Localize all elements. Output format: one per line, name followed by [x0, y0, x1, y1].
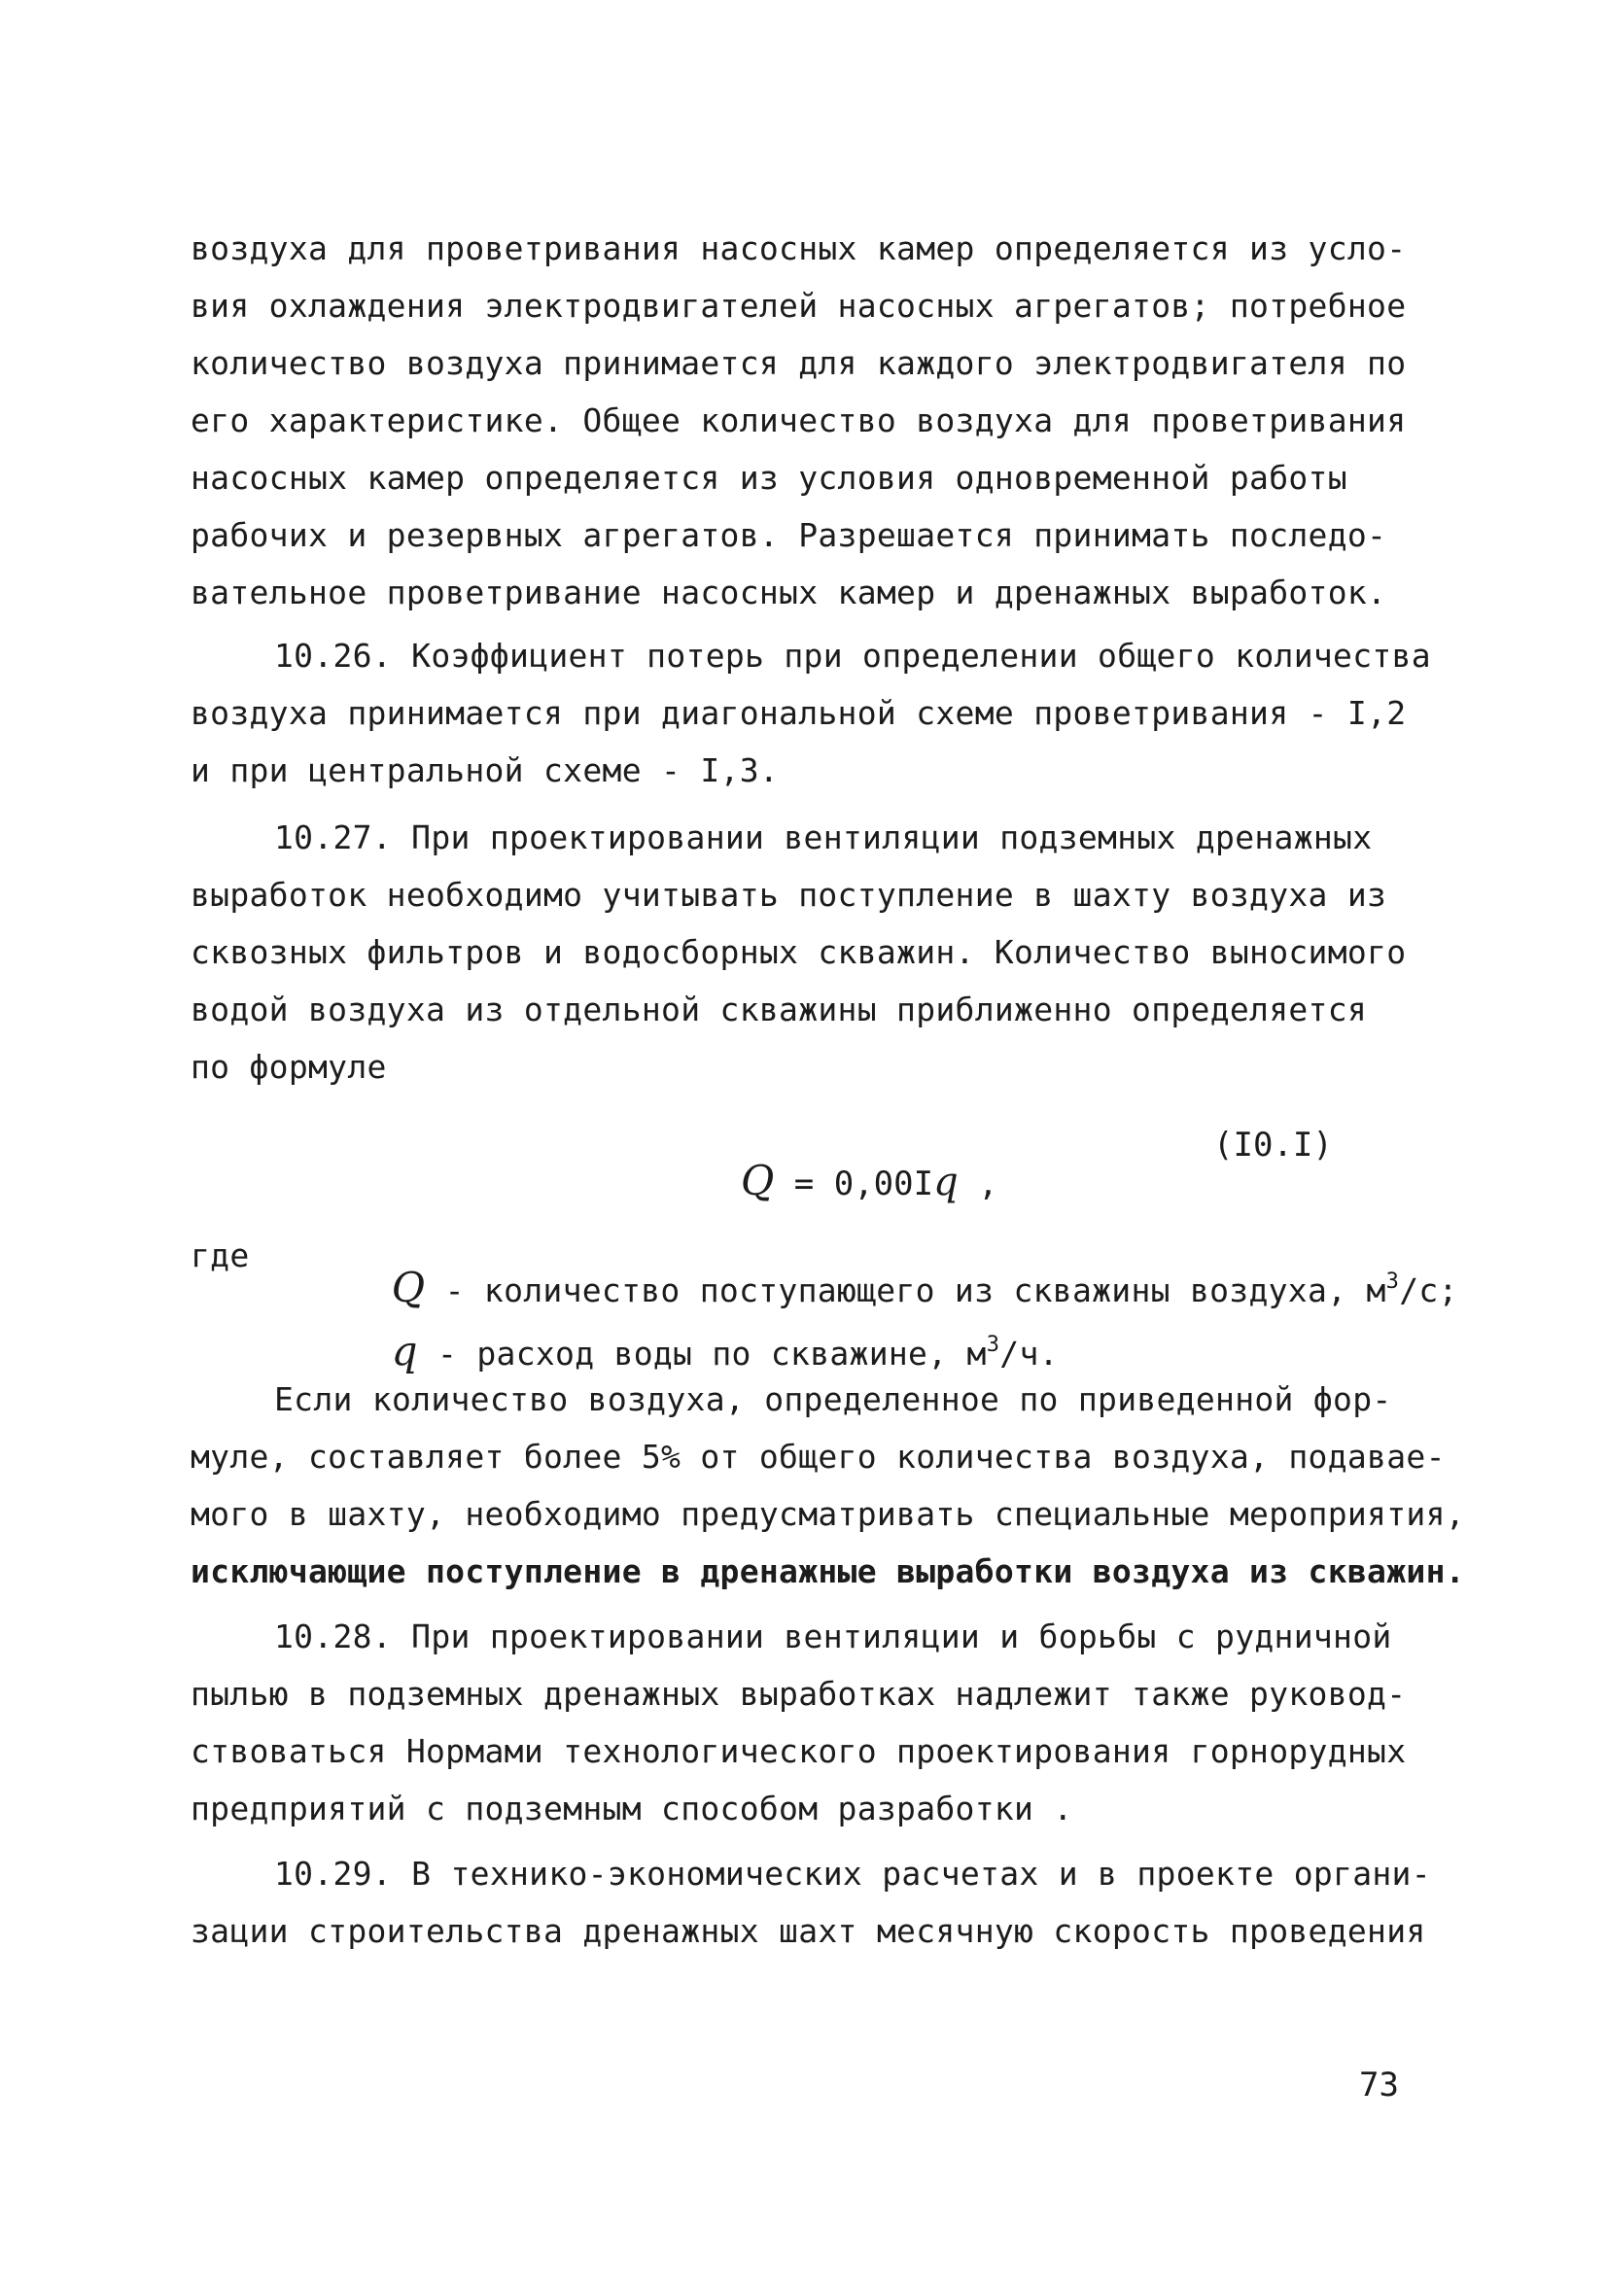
- text-line: Если количество воздуха, определенное по приведенной фор-: [274, 1380, 1392, 1418]
- where-q-symbol: q: [391, 1327, 418, 1374]
- text-line: рабочих и резервных агрегатов. Разрешается принимать последо-: [191, 516, 1387, 554]
- text-line: по формуле: [191, 1048, 387, 1086]
- text-line: вия охлаждения электродвигателей насосных агрегатов; потребное: [191, 287, 1407, 325]
- text-line: количество воздуха принимается для каждого электродвигателя по: [191, 344, 1407, 382]
- section-10-27-line: 10.27. При проектировании вентиляции подземных дренажных: [274, 818, 1373, 856]
- text-line: выработок необходимо учитывать поступление в шахту воздуха из: [191, 876, 1387, 914]
- text-line: воздуха для проветривания насосных камер определяется из усло-: [191, 229, 1407, 267]
- formula-tail: ,: [958, 1165, 998, 1203]
- where-q-unit: /ч.: [999, 1335, 1059, 1373]
- text-line: мого в шахту, необходимо предусматривать специальные мероприятия,: [191, 1495, 1465, 1533]
- page-number: 73: [1359, 2066, 1399, 2105]
- formula-number: (I0.I): [1213, 1126, 1333, 1165]
- text-line: предприятий с подземным способом разработки .: [191, 1790, 1073, 1827]
- where-label: где: [191, 1236, 250, 1274]
- where-q-sup: 3: [986, 1333, 1000, 1357]
- where-Q-unit: /с;: [1399, 1271, 1458, 1309]
- section-10-29-line: 10.29. В технико-экономических расчетах и в проекте органи-: [274, 1855, 1431, 1893]
- where-Q-text: - количество поступающего из скважины воздуха, м: [444, 1271, 1386, 1309]
- where-Q-symbol: Q: [391, 1264, 426, 1311]
- text-line: воздуха принимается при диагональной схеме проветривания - I,2: [191, 694, 1407, 732]
- text-line: исключающие поступление в дренажные выработки воздуха из скважин.: [191, 1552, 1465, 1590]
- section-10-28-line: 10.28. При проектировании вентиляции и борьбы с рудничной: [274, 1618, 1392, 1655]
- formula-Q-symbol: Q: [740, 1157, 775, 1204]
- where-q-text: - расход воды по скважине, м: [437, 1335, 987, 1373]
- text-line: пылью в подземных дренажных выработках надлежит также руковод-: [191, 1675, 1407, 1713]
- text-line: насосных камер определяется из условия одновременной работы: [191, 459, 1347, 497]
- text-line: и при центральной схеме - I,3.: [191, 751, 780, 789]
- text-line: вательное проветривание насосных камер и дренажных выработок.: [191, 574, 1387, 611]
- formula-q-symbol: q: [933, 1160, 959, 1204]
- section-10-26-line: 10.26. Коэффициент потерь при определении общего количества: [274, 637, 1431, 675]
- text-line: муле, составляет более 5% от общего количества воздуха, подавае-: [191, 1438, 1446, 1476]
- text-line: его характеристике. Общее количество воздуха для проветривания: [191, 401, 1407, 439]
- formula-10-1: [661, 1118, 998, 1243]
- text-line: сквозных фильтров и водосборных скважин. Количество выносимого: [191, 933, 1407, 971]
- text-line: ствоваться Нормами технологического проектирования горнорудных: [191, 1732, 1407, 1770]
- text-line: водой воздуха из отдельной скважины приближенно определяется: [191, 991, 1368, 1028]
- text-line: зации строительства дренажных шахт месячную скорость проведения: [191, 1912, 1426, 1950]
- formula-coefficient: = 0,00I: [774, 1165, 934, 1203]
- where-Q-sup: 3: [1385, 1270, 1400, 1294]
